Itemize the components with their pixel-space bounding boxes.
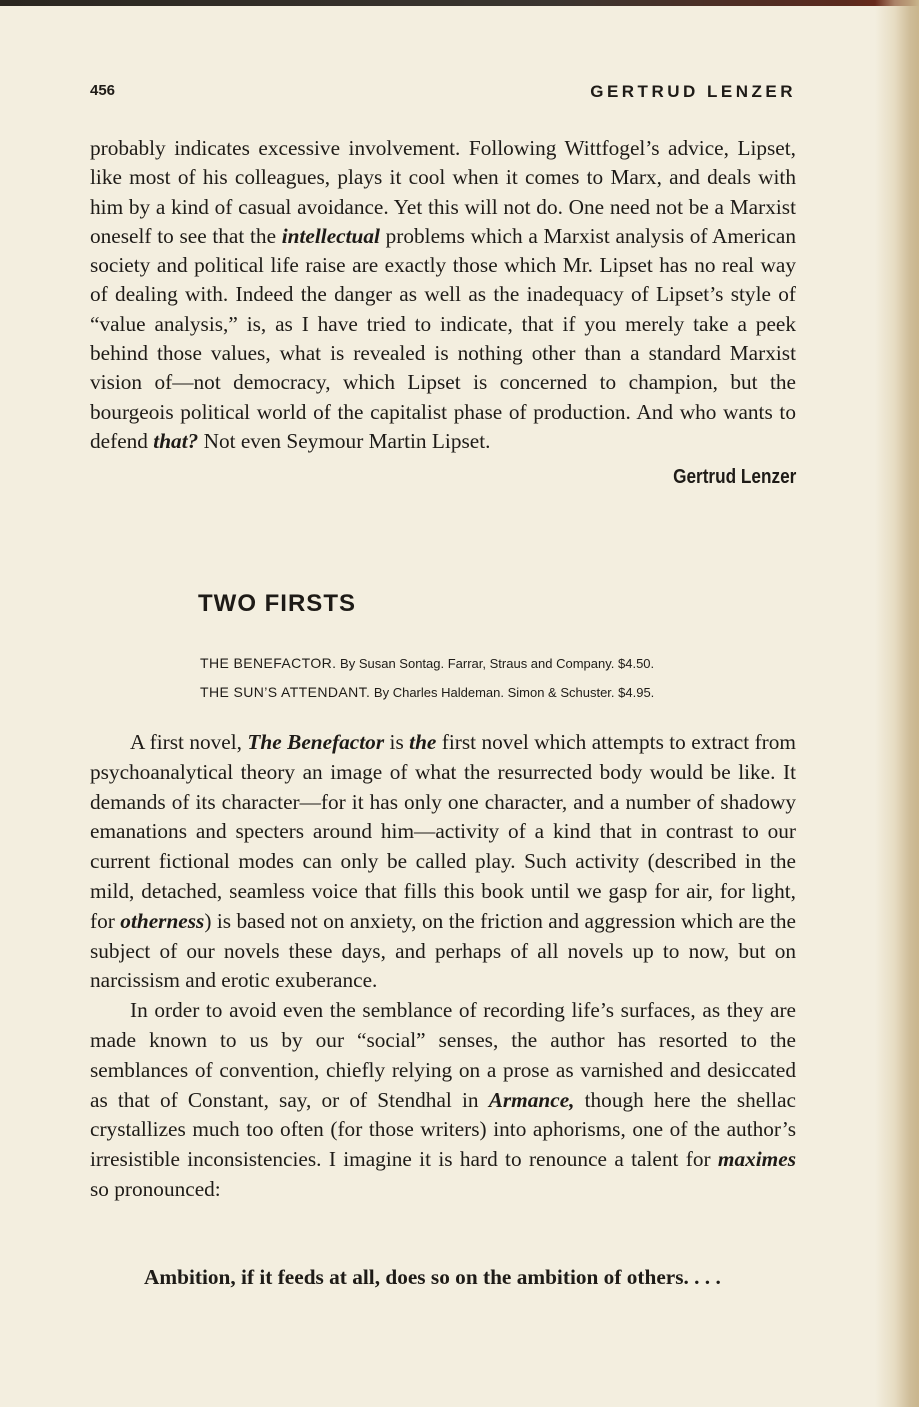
essay-conclusion (90, 134, 796, 456)
book-spine-shadow (875, 0, 919, 1407)
emphasis-text: Armance, (488, 1087, 575, 1112)
text-run: Not even Seymour Martin Lipset. (198, 428, 491, 453)
book-title: THE SUN’S ATTENDANT. (200, 684, 371, 700)
emphasis-text: intellectual (281, 223, 380, 248)
emphasis-text: otherness (120, 908, 205, 933)
emphasis-text: maximes (717, 1147, 796, 1172)
page-top-edge (0, 0, 919, 6)
book-entry (200, 678, 800, 707)
page-number: 456 (90, 82, 116, 99)
text-run: so pronounced: (90, 1176, 221, 1201)
book-entry (200, 649, 800, 678)
text-run: A first novel, (130, 730, 248, 754)
review-paragraph (90, 996, 796, 1205)
book-title: THE BENEFACTOR. (200, 655, 337, 671)
emphasis-text: The Benefactor (247, 730, 385, 754)
block-quote: Ambition, if it feeds at all, does so on the ambition of others. . . . (144, 1265, 721, 1289)
text-run: is (384, 730, 410, 754)
emphasis-text: the (409, 730, 437, 754)
essay-paragraph (90, 134, 796, 456)
text-run: problems which a Marxist analysis of American society and political life raise are exactly those which Mr. Lipset has no real way of dealing with. Indeed the danger as well as the inadequacy of Lipset’s style of “value analysis,” is, as I have tried to indicate, that if you merely take a peek behind those values, what is revealed is nothing other than a standard Marxist vision of—not democracy, which Lipset is concerned to champion, but the bourgeois political world of the capitalist phase of production. And who wants to defend (90, 223, 796, 453)
emphasis-text: that? (153, 428, 199, 453)
running-head (90, 82, 796, 106)
book-details: By Charles Haldeman. Simon & Schuster. $4.95. (370, 685, 655, 700)
author-signature: Gertrud Lenzer (672, 466, 796, 488)
text-run: first novel which attempts to extract from psychoanalytical theory an image of what the resurrected body would be like. It demands of its character—for it has only one character, and a number of shadowy emanations and specters around him—activity of a kind that in contrast to our current fictional modes can only be called play. Such activity (described in the mild, detached, seamless voice that fills this book until we gasp for air, for light, for (90, 730, 796, 933)
text-run: probably indicates excessive involvement. Following Wittfogel’s advice, Lipset, like most of his colleagues, plays it cool when it comes to Marx, and deals with him by a kind of casual avoidance. Yet this will not do. One need not be a Marxist oneself to see that the (90, 136, 796, 248)
book-details: By Susan Sontag. Farrar, Straus and Company. $4.50. (336, 656, 655, 671)
review-paragraph (90, 728, 796, 996)
text-run: In order to avoid even the semblance of recording life’s surfaces, as they are made known to us by our “social” senses, the author has resorted to the semblances of convention, chiefly relying on a prose as varnished and desiccated as that of Constant, say, or of Stendhal in (90, 998, 796, 1112)
running-title: GERTRUD LENZER (590, 82, 796, 101)
review-body (90, 728, 796, 1205)
text-run: though here the shellac crystallizes much too often (for those writers) into aphorisms, one of the author’s irresistible inconsistencies. I imagine it is hard to renounce a talent for (90, 1087, 797, 1172)
review-title: TWO FIRSTS (198, 590, 356, 617)
text-run: ) is based not on anxiety, on the friction and aggression which are the subject of our novels these days, and perhaps of all novels up to now, but on narcissism and erotic exuberance. (90, 908, 796, 993)
book-list (200, 649, 800, 707)
